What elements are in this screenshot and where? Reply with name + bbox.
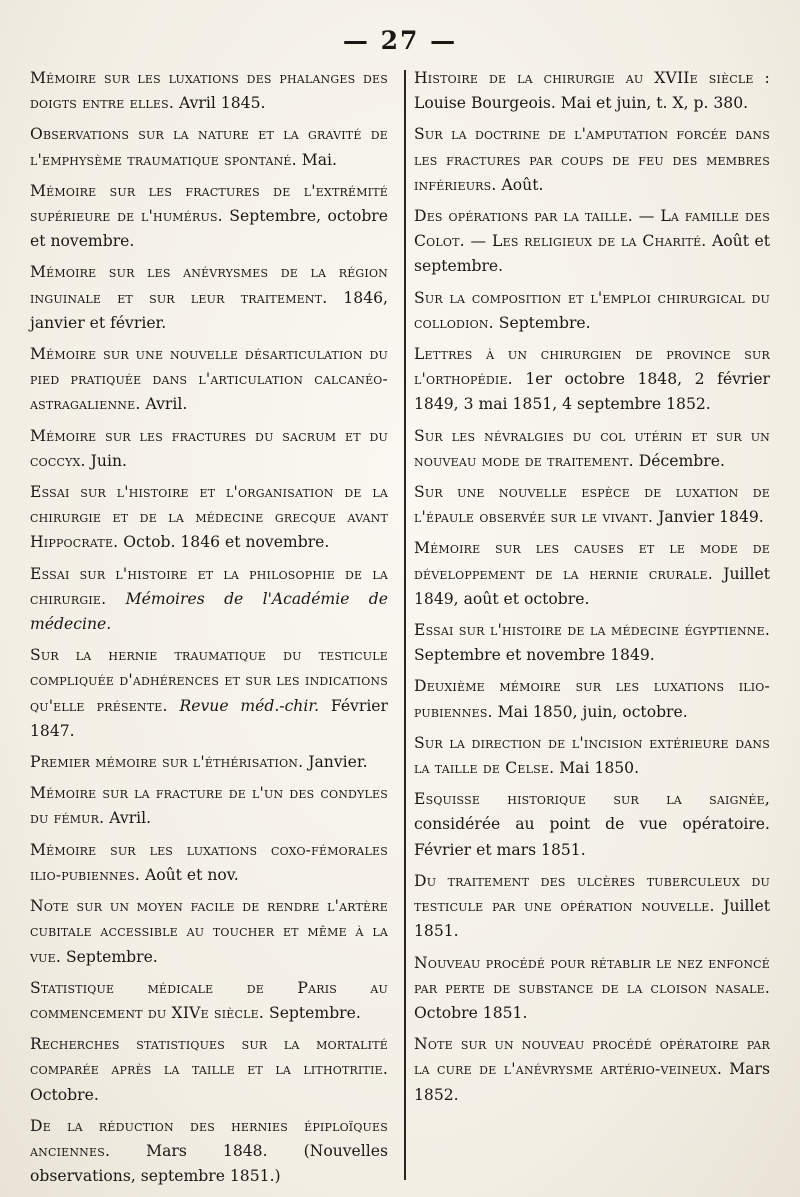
bibliography-entry (30, 1032, 388, 1108)
entry-date: Avril. (104, 809, 152, 828)
entry-publication: Mémoires de l'Académie de médecine. (30, 589, 388, 634)
entry-publication: Revue méd.-chir. (167, 696, 320, 715)
bibliography-entry (30, 424, 388, 474)
bibliography-entry (414, 674, 770, 724)
entry-date: 1er octobre 1848, 2 février 1849, 3 mai 1851, 4 septembre 1852. (414, 370, 770, 414)
entry-title: Statistique médicale de Paris au commencement du XIVe siècle. (30, 978, 388, 1022)
entry-date: Octobre. (30, 1085, 99, 1104)
entry-date: Mai 1850, juin, octobre. (492, 702, 688, 721)
bibliography-entry (414, 1032, 770, 1108)
entry-date: 1846, janvier et février. (30, 288, 388, 332)
bibliography-entry (30, 66, 388, 116)
entry-title: Sur la composition et l'emploi chirurgical du collodion. (414, 288, 770, 332)
entry-title: Sur une nouvelle espèce de luxation de l'épaule observée sur le vivant. (414, 483, 770, 527)
entry-title: Sur la hernie traumatique du testicule compliquée d'adhérences et sur les indications qu'elle présente. (30, 646, 388, 715)
bibliography-entry (414, 787, 770, 863)
entry-title: Du traitement des ulcères tuberculeux du testicule par une opération nouvelle. (414, 871, 770, 916)
entry-title: Mémoire sur une nouvelle désarticulation du pied pratiquée dans l'articulation calcanéo-astragalienne. (30, 345, 388, 414)
entry-date: Juillet 1851. (414, 897, 770, 941)
entry-title: Essai sur l'histoire et l'organisation de la chirurgie et de la médecine grecque avant Hippocrate. (30, 483, 388, 552)
bibliography-entry (30, 260, 388, 336)
entry-date: Mars 1848. (Nouvelles observations, septembre 1851.) (30, 1141, 388, 1186)
bibliography-entry (414, 424, 770, 474)
entry-date: Août et septembre. (414, 232, 771, 276)
bibliography-entry (414, 869, 770, 945)
entry-title: De la réduction des hernies épiploïques anciennes. (30, 1116, 388, 1160)
bibliography-entry (414, 731, 770, 781)
bibliography-entry (30, 179, 388, 255)
entry-date: Septembre, octobre et novembre. (30, 207, 388, 251)
entry-title: Des opérations par la taille. — La famille des Colot. — Les religieux de la Charité. (414, 207, 770, 251)
bibliography-entry (414, 286, 770, 336)
entry-title: Premier mémoire sur l'éthérisation. (30, 753, 304, 772)
entry-title: Mémoire sur les fractures du sacrum et du coccyx. (30, 426, 388, 470)
entry-title: Essai sur l'histoire et la philosophie de la chirurgie. (30, 564, 388, 608)
entry-date: Août. (496, 175, 544, 194)
entry-title: Histoire de la chirurgie au XVIIe siècle : (414, 69, 770, 87)
bibliography-entry (30, 750, 388, 775)
bibliography-entry (414, 618, 770, 668)
entry-date: Octobre 1851. (414, 1003, 528, 1022)
bibliography-entry (30, 643, 388, 744)
entry-title: Sur les névralgies du col utérin et sur un nouveau mode de traitement. (414, 426, 770, 470)
bibliography-entry (414, 66, 770, 116)
entry-date: Janvier. (303, 753, 368, 772)
entry-title: Deuxième mémoire sur les luxations ilio-pubiennes. (414, 677, 770, 721)
entry-date: Avril. (140, 395, 188, 414)
entry-date: Mars 1852. (414, 1060, 770, 1104)
entry-title: Sur la direction de l'incision extérieure dans la taille de Celse. (414, 733, 770, 778)
entry-title: Mémoire sur les luxations coxo-fémorales ilio-pubiennes. (30, 840, 388, 884)
bibliography-entry (30, 480, 388, 556)
entry-date: Septembre. (61, 947, 158, 966)
entry-title: Essai sur l'histoire de la médecine égyptienne. (414, 621, 770, 640)
bibliography-entry (414, 951, 770, 1027)
entry-title: Mémoire sur les anévrysmes de la région inguinale et sur leur traitement. (30, 263, 388, 307)
bibliography-entry (30, 122, 388, 172)
entry-title: Sur la doctrine de l'amputation forcée dans les fractures par coups de feu des membres inférieurs. (414, 125, 770, 194)
entry-date: Avril 1845. (174, 94, 266, 113)
entry-title: Esquisse historique sur la saignée, (414, 790, 770, 809)
bibliography-entry (30, 838, 388, 888)
bibliography-entry (30, 562, 388, 638)
bibliography-entry (30, 1114, 388, 1190)
entry-title: Observations sur la nature et la gravité de l'emphysème traumatique spontané. (30, 125, 388, 169)
column-divider (404, 70, 406, 1180)
page-number: — 27 — (342, 26, 458, 55)
entry-date: Mai. (296, 150, 337, 169)
bibliography-entry (414, 122, 770, 198)
entry-title: Recherches statistiques sur la mortalité comparée après la taille et la lithotritie. (30, 1035, 388, 1079)
entry-date: Juillet 1849, août et octobre. (414, 564, 770, 608)
bibliography-entry (414, 480, 770, 530)
bibliography-entry (30, 781, 388, 831)
entry-title: Mémoire sur les fractures de l'extrémité supérieure de l'humérus. (30, 181, 388, 226)
entry-date: Mai 1850. (554, 759, 640, 778)
bibliography-entry (30, 976, 388, 1026)
entry-date: Septembre et novembre 1849. (414, 646, 655, 665)
entry-date: Décembre. (633, 451, 725, 470)
bibliography-entry (414, 536, 770, 612)
entry-date: Septembre. (493, 313, 591, 332)
entry-title: Nouveau procédé pour rétablir le nez enfoncé par perte de substance de la cloison nasale. (414, 953, 770, 997)
bibliography-entry (30, 342, 388, 418)
entry-title: Mémoire sur les luxations des phalanges des doigts entre elles. (30, 69, 388, 113)
entry-date: Octob. 1846 et novembre. (118, 533, 330, 552)
bibliography-entry (414, 342, 770, 418)
entry-date: Louise Bourgeois. Mai et juin, t. X, p. 380. (414, 94, 749, 113)
entry-date: Août et nov. (140, 865, 239, 884)
entry-date: Janvier 1849. (653, 508, 764, 527)
entry-title: Note sur un moyen facile de rendre l'artère cubitale accessible au toucher et même à la vue. (30, 897, 388, 966)
entry-title: Note sur un nouveau procédé opératoire par la cure de l'anévrysme artério-veineux. (414, 1035, 770, 1079)
bibliography-entry (30, 894, 388, 970)
left-column (30, 66, 388, 1195)
entry-title: Mémoire sur la fracture de l'un des condyles du fémur. (30, 784, 388, 828)
entry-title: Mémoire sur les causes et le mode de développement de la hernie crurale. (414, 539, 770, 583)
entry-date: Juin. (85, 451, 127, 470)
right-column (414, 66, 770, 1114)
entry-date: considérée au point de vue opératoire. Février et mars 1851. (414, 815, 770, 859)
entry-date: Février 1847. (30, 696, 388, 740)
entry-date: Septembre. (264, 1003, 361, 1022)
entry-title: Lettres à un chirurgien de province sur l'orthopédie. (414, 345, 770, 389)
bibliography-entry (414, 204, 770, 280)
